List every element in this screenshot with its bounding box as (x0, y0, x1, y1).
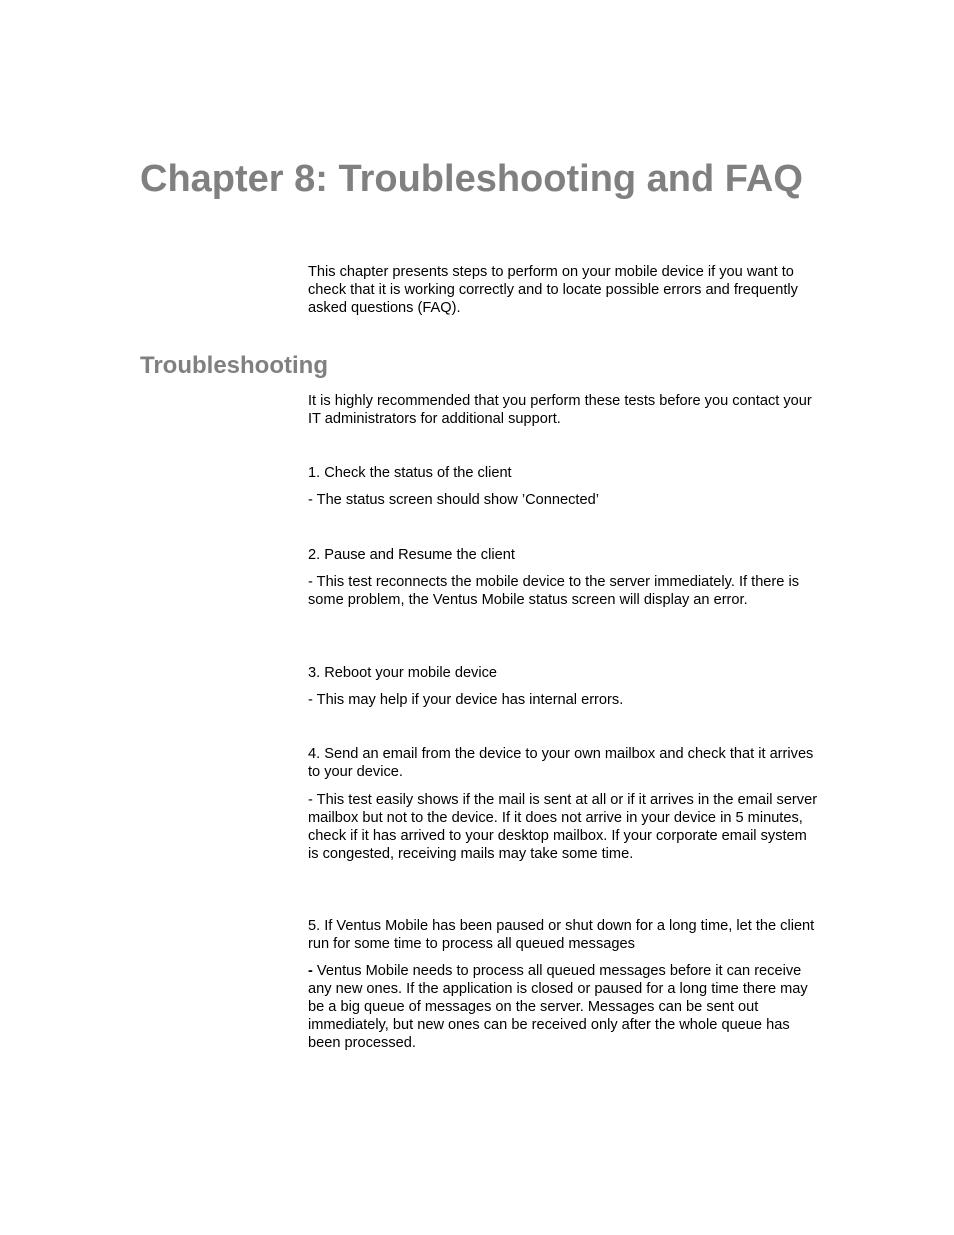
step-2-title: 2. Pause and Resume the client (308, 547, 515, 563)
step-5-title: 5. If Ventus Mobile has been paused or shut down for a long time, let the client run for some time to process all queued messages (308, 918, 815, 952)
step-1-detail: - The status screen should show ’Connected’ (308, 492, 599, 508)
step-5-detail (308, 962, 818, 1052)
step-1-title: 1. Check the status of the client (308, 465, 512, 481)
intro-paragraph: This chapter presents steps to perform on your mobile device if you want to check that it is working correctly and to locate possible errors and frequently asked questions (FAQ). (308, 264, 798, 316)
step-3-title: 3. Reboot your mobile device (308, 665, 498, 681)
step-2-detail: - This test reconnects the mobile device to the server immediately. If there is some problem, the Ventus Mobile status screen will display an error. (308, 574, 799, 608)
step-3-detail: - This may help if your device has internal errors. (308, 692, 624, 708)
step-4-title: 4. Send an email from the device to your own mailbox and check that it arrives to your device. (308, 746, 814, 780)
section-heading-troubleshooting: Troubleshooting (140, 352, 328, 379)
step-5-detail-text: Ventus Mobile needs to process all queued messages before it can receive any new ones. If the application is closed or paused for a long time there may be a big queue of messages on the server. Messages can be sent out immediately, but new ones can be received only after the whole queue has been processed. (308, 963, 808, 1051)
step-4-detail: - This test easily shows if the mail is sent at all or if it arrives in the email server mailbox but not to the device. If it does not arrive in your device in 5 minutes, check if it has arrived to your desktop mailbox. If your corporate email system is congested, receiving mails may take some time. (308, 792, 818, 862)
recommendation-paragraph: It is highly recommended that you perform these tests before you contact your IT administrators for additional support. (308, 393, 812, 427)
step-5-detail-dash: - (308, 963, 313, 979)
chapter-title: Chapter 8: Troubleshooting and FAQ (140, 158, 803, 200)
